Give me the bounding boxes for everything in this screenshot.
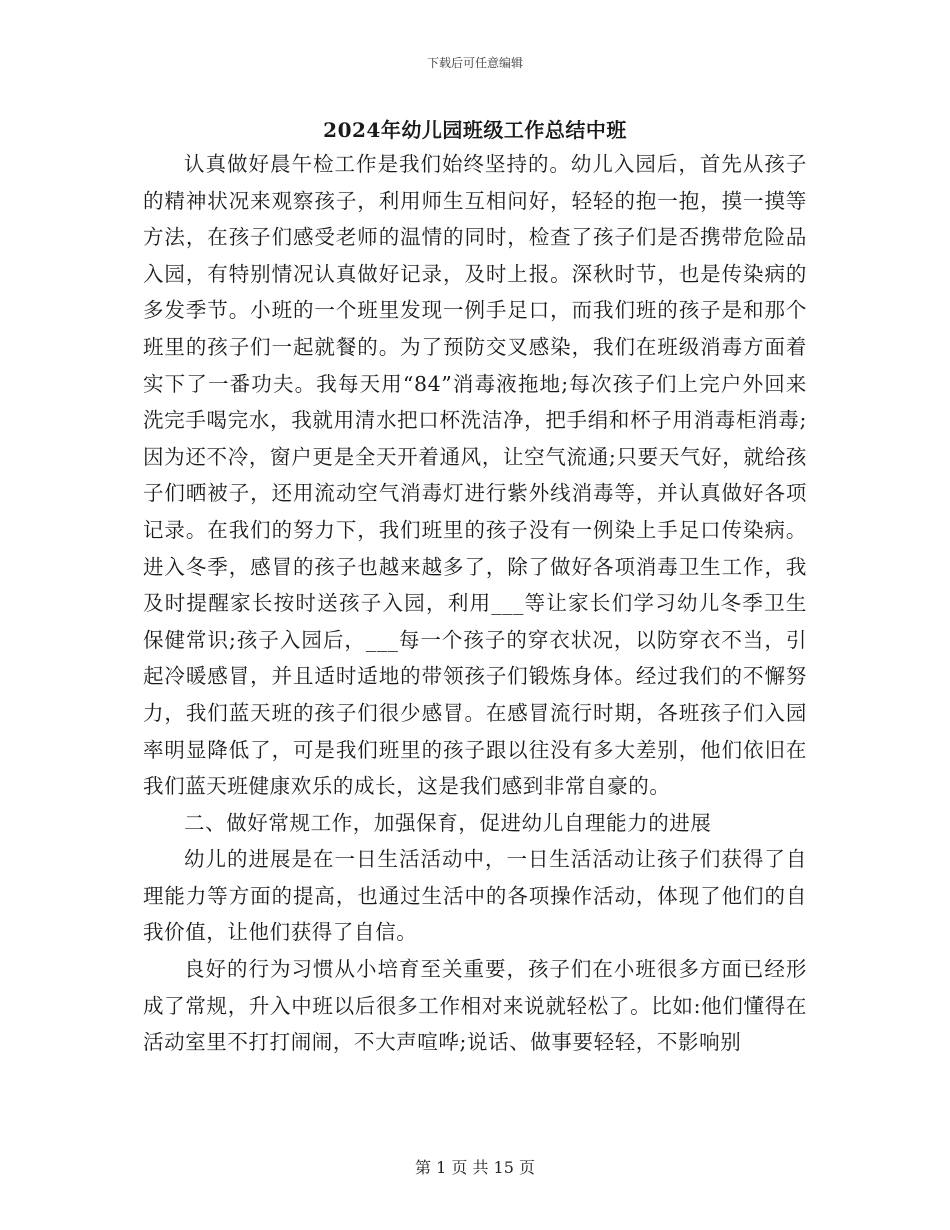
page-footer-number: 第 1 页 共 15 页 [415,1158,535,1177]
paragraph-1: 认真做好晨午检工作是我们始终坚持的。幼儿入园后，首先从孩子的精神状况来观察孩子，利用师生互相问好，轻轻的抱一抱，摸一摸等方法，在孩子们感受老师的温情的同时，检查了孩子们是否携带危险品入园，有特别情况认真做好记录，及时上报。深秋时节，也是传染病的多发季节。小班的一个班里发现一例手足口，而我们班的孩子是和那个班里的孩子们一起就餐的。为了预防交叉感染，我们在班级消毒方面着实下了一番功夫。我每天用“84”消毒液拖地;每次孩子们上完户外回来洗完手喝完水，我就用清水把口杯洗洁净，把手绢和杯子用消毒柜消毒;因为还不冷，窗户更是全天开着通风，让空气流通;只要天气好，就给孩子们晒被子，还用流动空气消毒灯进行紫外线消毒等，并认真做好各项记录。在我们的努力下，我们班里的孩子没有一例染上手足口传染病。进入冬季，感冒的孩子也越来越多了，除了做好各项消毒卫生工作，我及时提醒家长按时送孩子入园，利用___等让家长们学习幼儿冬季卫生保健常识;孩子入园后，___每一个孩子的穿衣状况，以防穿衣不当，引起冷暖感冒，并且适时适地的带领孩子们锻炼身体。经过我们的不懈努力，我们蓝天班的孩子们很少感冒。在感冒流行时期，各班孩子们入园率明显降低了，可是我们班里的孩子跟以往没有多大差别，他们依旧在我们蓝天班健康欢乐的成长，这是我们感到非常自豪的。 [143,152,807,799]
page-header-note: 下载后可任意编辑 [426,56,523,70]
document-body [143,146,807,1061]
paragraph-3: 幼儿的进展是在一日生活活动中，一日生活活动让孩子们获得了自理能力等方面的提高，也通过生活中的各项操作活动，体现了他们的自我价值，让他们获得了自信。 [143,847,807,945]
section-heading-2: 二、做好常规工作，加强保育，促进幼儿自理能力的进展 [184,810,712,835]
document-title: 2024年幼儿园班级工作总结中班 [323,118,627,142]
paragraph-4: 良好的行为习惯从小培育至关重要，孩子们在小班很多方面已经形成了常规，升入中班以后很多工作相对来说就轻松了。比如:他们懂得在活动室里不打打闹闹，不大声喧哗;说话、做事要轻轻，不影响别 [143,957,807,1055]
